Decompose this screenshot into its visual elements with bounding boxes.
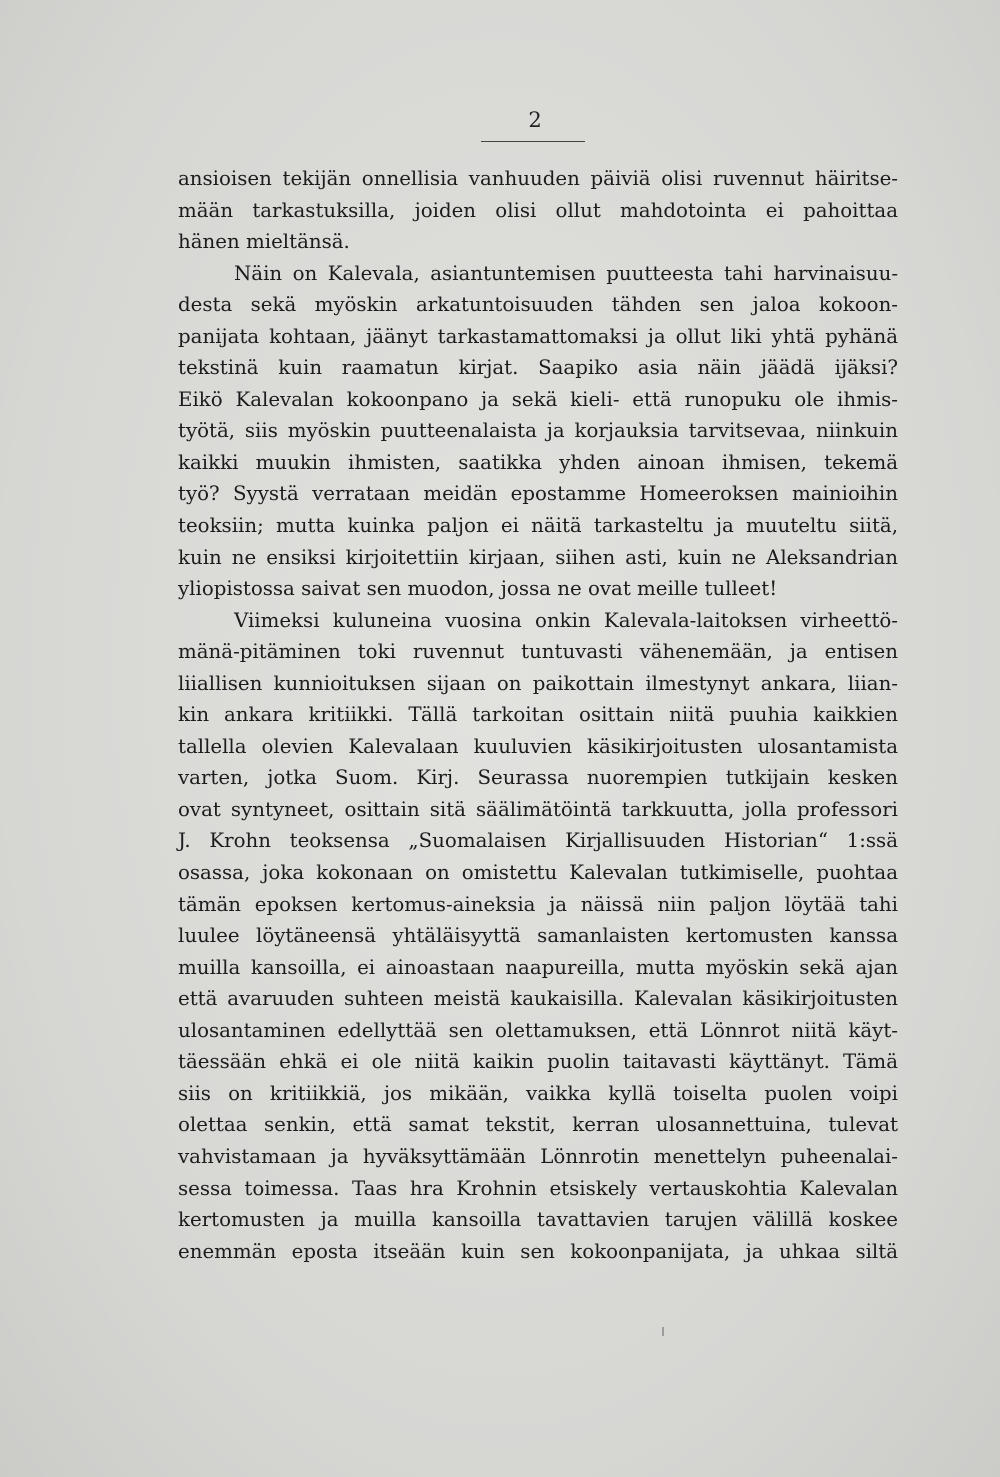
text-line: luulee löytäneensä yhtäläisyyttä samanlaisten kertomusten kanssa [178,924,898,948]
text-line: tekstinä kuin raamatun kirjat. Saapiko asia näin jäädä ijäksi? [178,356,898,380]
text-line: Eikö Kalevalan kokoonpano ja sekä kieli- että runopuku ole ihmis- [178,387,898,411]
text-line: yliopistossa saivat sen muodon, jossa ne ovat meille tulleet! [178,577,778,601]
page-number: 2 [528,108,542,132]
text-line: työtä, siis myöskin puutteenalaista ja korjauksia tarvitsevaa, niinkuin [178,419,898,443]
text-line: panijata kohtaan, jäänyt tarkastamattomaksi ja ollut liki yhtä pyhänä [178,324,898,348]
body-text [178,163,898,1267]
text-line: olettaa senkin, että samat tekstit, kerran ulosannettuina, tulevat [178,1113,898,1137]
text-line: vahvistamaan ja hyväksyttämään Lönnrotin menettelyn puheenalai- [178,1144,898,1168]
text-line: kuin ne ensiksi kirjoitettiin kirjaan, siihen asti, kuin ne Aleksandrian [178,545,898,569]
text-line: osassa, joka kokonaan on omistettu Kalevalan tutkimiselle, puohtaa [178,861,898,885]
text-line: tallella olevien Kalevalaan kuuluvien käsikirjoitusten ulosantamista [178,734,898,758]
text-line: siis on kritiikkiä, jos mikään, vaikka kyllä toiselta puolen voipi [178,1081,898,1105]
text-line: enemmän eposta itseään kuin sen kokoonpanijata, ja uhkaa siltä [178,1239,898,1263]
text-line: liiallisen kunnioituksen sijaan on paikottain ilmestynyt ankara, liian- [178,671,898,695]
text-line: että avaruuden suhteen meistä kaukaisilla. Kalevalan käsikirjoitusten [178,987,898,1011]
text-line: mänä-pitäminen toki ruvennut tuntuvasti vähenemään, ja entisen [178,640,898,664]
text-line: varten, jotka Suom. Kirj. Seurassa nuorempien tutkijain kesken [178,766,898,790]
text-line: tämän epoksen kertomus-aineksia ja näissä niin paljon löytää tahi [178,892,898,916]
text-line: teoksiin; mutta kuinka paljon ei näitä tarkasteltu ja muuteltu siitä, [178,514,898,538]
text-line: mään tarkastuksilla, joiden olisi ollut mahdotointa ei pahoittaa [178,198,898,222]
text-line: desta sekä myöskin arkatuntoisuuden tähden sen jaloa kokoon- [178,293,898,317]
text-line: ulosantaminen edellyttää sen olettamuksen, että Lönnrot niitä käyt- [178,1018,898,1042]
text-line: ovat syntyneet, osittain sitä säälimätöintä tarkkuutta, jolla professori [178,797,898,821]
paper-speck [662,1327,664,1336]
paragraph-3 [178,605,898,1267]
text-line: Näin on Kalevala, asiantuntemisen puutteesta tahi harvinaisuu- [234,261,898,285]
text-line: kertomusten ja muilla kansoilla tavattavien tarujen välillä koskee [178,1208,898,1232]
text-line: hänen mieltänsä. [178,230,350,254]
header-rule [481,141,585,142]
paragraph-1 [178,163,898,258]
text-line: työ? Syystä verrataan meidän epostamme Homeeroksen mainioihin [178,482,898,506]
text-line: Viimeksi kuluneina vuosina onkin Kalevala-laitoksen virheettö- [234,608,898,632]
text-line: täessään ehkä ei ole niitä kaikin puolin taitavasti käyttänyt. Tämä [178,1050,898,1074]
text-line: ansioisen tekijän onnellisia vanhuuden päiviä olisi ruvennut häiritse- [178,167,898,190]
text-line: J. Krohn teoksensa „Suomalaisen Kirjallisuuden Historian“ 1:ssä [178,829,898,853]
text-line: muilla kansoilla, ei ainoastaan naapureilla, mutta myöskin sekä ajan [178,955,898,979]
text-line: kaikki muukin ihmisten, saatikka yhden ainoan ihmisen, tekemä [178,450,898,474]
paragraph-2 [178,258,898,605]
text-line: kin ankara kritiikki. Tällä tarkoitan osittain niitä puuhia kaikkien [178,703,898,727]
text-line: sessa toimessa. Taas hra Krohnin etsiskely vertauskohtia Kalevalan [178,1176,898,1200]
